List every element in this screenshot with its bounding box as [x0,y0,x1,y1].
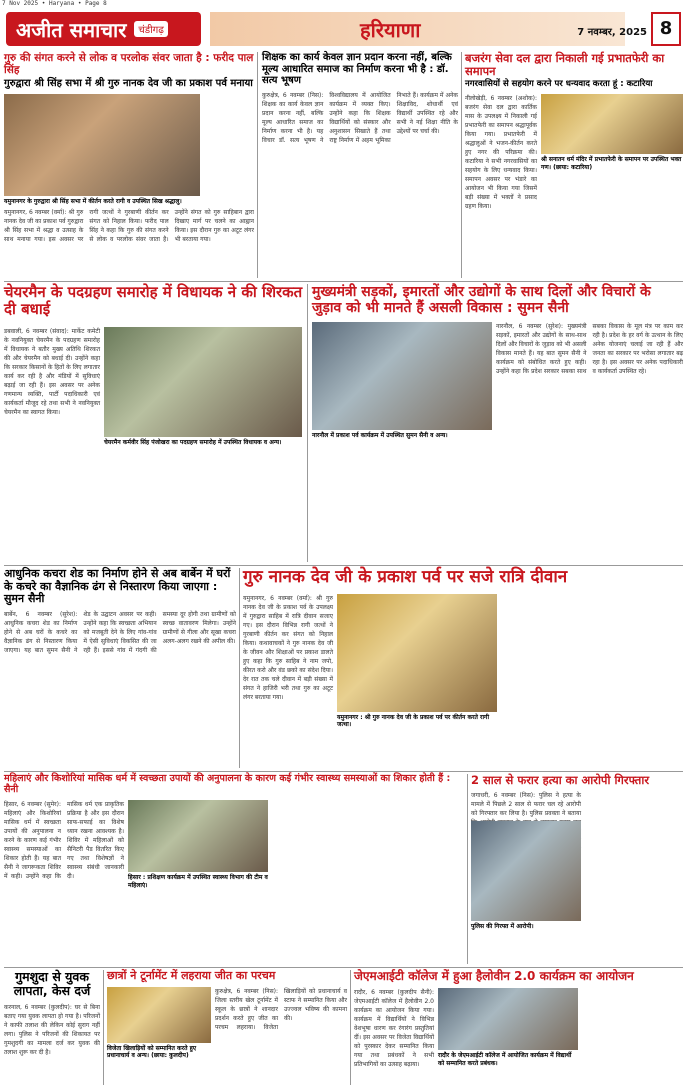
row-rule [4,771,683,772]
article-subhead: नगरवासियों से सहयोग करने पर धन्यवाद करता हूं : कटारिया [465,79,653,90]
article-body: यमुनानगर, 6 नवम्बर (वर्मा): श्री गुरु नानक देव जी का प्रकाश पर्व गुरुद्वारा श्री सिंह सभा में श्रद्धा व उत्साह के साथ मनाया गया। इस अवसर पर रागी जत्थों ने गुरबाणी कीर्तन कर संगत को निहाल किया। फरीद पाल सिंह ने कहा कि गुरु की संगत करने से लोक व परलोक संवर जाता है। उन्होंने संगत को गुरु साहिबान द्वारा दिखाए मार्ग पर चलने का आह्वान किया। इस दौरान गुरु का अटूट लंगर भी बरताया गया। [4,209,254,244]
article-body: नीलोखेड़ी, 6 नवम्बर (अशोक): बजरंग सेवा दल द्वारा कार्तिक मास के उपलक्ष्य में निकाली गई प्रभातफेरी का समापन श्रद्धापूर्वक किया गया। प्रभातफेरी में श्रद्धालुओं ने भजन-कीर्तन करते हुए नगर की परिक्रमा की। कटारिया ने सभी नगरवासियों का सहयोग के लिए धन्यवाद किया। समापन अवसर पर भंडारे का आयोजन भी किया गया जिसमें बड़ी संख्या में भक्तों ने प्रसाद ग्रहण किया। [465,95,537,211]
article-headline: जेएमआईटी कॉलेज में हुआ हैलोवीन 2.0 कार्यक्रम का आयोजन [354,969,634,983]
column-rule [461,52,462,278]
article-headline: चेयरमैन के पदग्रहण समारोह में विधायक ने की शिरकत दी बधाई [4,283,303,319]
photo-caption: यमुनानगर के गुरुद्वारा श्री सिंह सभा में कीर्तन करते रागी व उपस्थित सिख श्रद्धालु। [4,197,182,205]
article-body: डबवाली, 6 नवम्बर (संवाद): मार्केट कमेटी के नवनियुक्त चेयरमैन के पदग्रहण समारोह में विधायक ने बतौर मुख्य अतिथि शिरकत की और चेयरमैन को बधाई दी। उन्होंने कहा कि सरकार किसानों के हितों के लिए लगातार कार्य कर रही है और मंडियों में सुविधाएं बढ़ाई जा रही हैं। इस अवसर पर अनेक गणमान्य व्यक्ति, पार्टी पदाधिकारी एवं कार्यकर्ता मौजूद रहे तथा सभी ने नवनियुक्त चेयरमैन का स्वागत किया। [4,327,100,416]
article-headline: शिक्षक का कार्य केवल ज्ञान प्रदान करना नहीं, बल्कि मूल्य आधारित समाज का निर्माण करना भी है : डॉ. सत्य भूषण [262,52,452,86]
article-headline: मुख्यमंत्री सड़कों, इमारतों और उद्योगों के साथ दिलों और विचारों के जुड़ाव को भी मानते हैं असली विकास : सुमन सैनी [312,284,651,317]
column-rule [257,52,258,278]
print-meta-line: 7 Nov 2025 • Haryana • Page 8 [2,0,107,7]
article-photo [438,988,578,1050]
article-headline: छात्रों ने टूर्नामेंट में लहराया जीत का परचम [107,969,276,982]
masthead [0,10,687,50]
article-photo [541,94,683,154]
article-body-continued [501,594,681,759]
brand-city: चंडीगढ़ [134,21,168,37]
brand-name: अजीत समाचार [16,17,127,42]
article-headline: गुरु की संगत करने से लोक व परलोक संवर जाता है : फरीद पाल सिंह [4,52,254,77]
article-photo [104,327,302,437]
article-headline: गुरु नानक देव जी के प्रकाश पर्व पर सजे रात्रि दीवान [243,567,568,587]
photo-caption: पुलिस की गिरफ्त में आरोपी। [471,923,534,931]
article-garbage-shed [4,568,236,768]
article-photo [337,594,497,712]
article-photo [107,987,211,1043]
edition-date: 7 नवम्बर, 2025 [577,27,647,38]
row-rule [4,967,683,968]
page-number: 8 [651,12,681,46]
article-youth-missing [4,970,100,1085]
article-jmit-halloween [354,970,683,1085]
article-subhead: गुरुद्वारा श्री सिंह सभा में श्री गुरु नानक देव जी का प्रकाश पर्व मनाया [4,78,253,90]
article-photo [312,322,492,430]
photo-caption: यमुनानगर : श्री गुरु नानक देव जी के प्रकाश पर्व पर कीर्तन करते रागी जत्था। [337,713,489,729]
article-photo [128,800,268,872]
column-rule [467,774,468,964]
article-night-diwan [243,568,683,768]
article-photo [4,94,200,196]
article-headline: महिलाएं और किशोरियां मासिक धर्म में स्वच्छता उपायों की अनुपालना के कारण कई गंभीर स्वास्थ्य समस्याओं का शिकार होती हैं : सैनी [4,773,451,795]
article-teacher-values [262,52,458,278]
article-photo [471,821,581,921]
photo-caption: चेयरमैन कर्मवीर सिंह पंजोखरा का पदग्रहण समारोह में उपस्थित विधायक व अन्य। [104,438,282,446]
article-headline: आधुनिक कचरा शेड का निर्माण होने से अब बार्बेन में घरों के कचरे का वैज्ञानिक ढंग से निस्तारण किया जाएगा : सुमन सैनी [4,567,231,606]
article-cm-development [312,284,683,562]
photo-caption: रादौर के जेएमआईटी कॉलेज में आयोजित कार्यक्रम में विद्यार्थी को सम्मानित करते प्रबंधक। [438,1051,572,1067]
article-body: हिसार, 6 नवम्बर (सुमेर): महिलाएं और किशोरियां मासिक धर्म में स्वच्छता उपायों की अनुपालना न करने के कारण कई गंभीर स्वास्थ्य समस्याओं का शिकार होती हैं। यह बात सैनी ने जागरूकता शिविर में कही। उन्होंने कहा कि मासिक धर्म एक प्राकृतिक प्रक्रिया है और इस दौरान साफ-सफाई का विशेष ध्यान रखना आवश्यक है। शिविर में महिलाओं को सैनिटरी पैड वितरित किए गए तथा विशेषज्ञों ने स्वास्थ्य संबंधी जानकारी दी। [4,800,124,880]
photo-caption: विजेता खिलाड़ियों को सम्मानित करते हुए प्रधानाचार्य व अन्य। (छाया: कुलदीप) [107,1044,197,1060]
column-rule [307,284,308,562]
article-headline: गुमशुदा से युवक लापता, केस दर्ज [13,969,91,999]
article-tournament-victory [107,970,347,1085]
article-body: कुरुक्षेत्र, 6 नवम्बर (निस): शिक्षक का कार्य केवल ज्ञान प्रदान करना नहीं, बल्कि मूल्य आधारित समाज का निर्माण करना भी है। यह विचार डॉ. सत्य भूषण ने विश्वविद्यालय में आयोजित कार्यक्रम में व्यक्त किए। उन्होंने कहा कि शिक्षक विद्यार्थियों को संस्कार और अनुशासन सिखाते हैं तथा राष्ट्र निर्माण में अहम भूमिका निभाते हैं। कार्यक्रम में अनेक शिक्षाविद, शोधार्थी एवं विद्यार्थी उपस्थित रहे और सभी ने नई शिक्षा नीति के उद्देश्यों पर चर्चा की। [262,91,458,144]
brand-logo [6,12,201,46]
column-rule [239,568,240,768]
article-chairman-ceremony [4,284,304,562]
article-headline: बजरंग सेवा दल द्वारा निकाली गई प्रभातफेरी का समापन [465,51,665,79]
article-body-continued [272,800,462,965]
article-body: नारनौल, 6 नवम्बर (सुरेश): मुख्यमंत्री सड़कों, इमारतों और उद्योगों के साथ-साथ दिलों और विचारों के जुड़ाव को भी असली विकास मानते हैं। यह बात सुमन सैनी ने कार्यक्रम को संबोधित करते हुए कही। उन्होंने कहा कि प्रदेश सरकार सबका साथ सबका विकास के मूल मंत्र पर काम कर रही है। प्रदेश के हर वर्ग के उत्थान के लिए अनेक योजनाएं चलाई जा रही हैं और जनता का सरकार पर भरोसा लगातार बढ़ रहा है। इस अवसर पर अनेक पदाधिकारी व कार्यकर्ता उपस्थित रहे। [496,323,683,376]
article-menstrual-hygiene [4,774,464,964]
article-body: करनाल, 6 नवम्बर (कुलदीप): घर से बिना बताए गया युवक लापता हो गया है। परिजनों ने काफी तलाश की लेकिन कोई सुराग नहीं लगा। पुलिस ने परिजनों की शिकायत पर गुमशुदगी का मामला दर्ज कर युवक की तलाश शुरू कर दी है। [4,1003,100,1056]
section-band [210,12,625,46]
photo-caption: हिसार : प्रशिक्षण कार्यक्रम में उपस्थित स्वास्थ्य विभाग की टीम व महिलाएं। [128,873,268,889]
article-body: कुरुक्षेत्र, 6 नवम्बर (निस): जिला स्तरीय खेल टूर्नामेंट में स्कूल के छात्रों ने शानदार प्रदर्शन करते हुए जीत का परचम लहराया। विजेता खिलाड़ियों को प्रधानाचार्य व स्टाफ ने सम्मानित किया और उज्ज्वल भविष्य की कामना की। [215,987,347,1031]
photo-caption: श्री सनातन धर्म मंदिर में प्रभातफेरी के समापन पर उपस्थित भक्त गण। (छाया: कटारिया) [541,156,682,171]
article-murder-accused-arrested [471,774,683,964]
article-body: बार्बेन, 6 नवम्बर (सुरेश): आधुनिक कचरा शेड का निर्माण होने से अब घरों के कचरे का वैज्ञानिक ढंग से निस्तारण किया जाएगा। यह बात सुमन सैनी ने शेड के उद्घाटन अवसर पर कही। उन्होंने कहा कि स्वच्छता अभियान को मजबूती देने के लिए गांव-गांव में ऐसी सुविधाएं विकसित की जा रही हैं। इससे गांव में गंदगी की समस्या दूर होगी तथा ग्रामीणों को स्वच्छ वातावरण मिलेगा। उन्होंने ग्रामीणों से गीला और सूखा कचरा अलग-अलग रखने की अपील की। [4,610,236,654]
article-body: यमुनानगर, 6 नवम्बर (वर्मा): श्री गुरु नानक देव जी के प्रकाश पर्व के उपलक्ष्य में गुरुद्वारा साहिब में रात्रि दीवान सजाए गए। इस दौरान विभिन्न रागी जत्थों ने गुरबाणी कीर्तन कर संगत को निहाल किया। कथावाचकों ने गुरु नानक देव जी के जीवन और शिक्षाओं पर प्रकाश डालते हुए कहा कि गुरु साहिब ने नाम जपो, कीरत करो और वंड छको का संदेश दिया। देर रात तक चले दीवान में बड़ी संख्या में संगत ने हाजिरी भरी तथा गुरु का अटूट लंगर बरताया गया। [243,594,333,701]
photo-caption: नारनौल में प्रकाश पर्व कार्यक्रम में उपस्थित सुमन सैनी व अन्य। [312,432,448,440]
article-body-continued [582,988,682,1076]
article-prabhatferi [465,52,683,278]
article-headline: 2 साल से फरार हत्या का आरोपी गिरफ्तार [471,773,650,787]
section-title: हरियाणा [360,17,421,42]
article-body: रादौर, 6 नवम्बर (कुलदीप सैनी): जेएमआईटी कॉलेज में हैलोवीन 2.0 कार्यक्रम का आयोजन किया गया। कार्यक्रम में विद्यार्थियों ने विभिन्न वेशभूषा धारण कर रंगारंग प्रस्तुतियां दीं। इस अवसर पर विजेता विद्यार्थियों को पुरस्कार देकर सम्मानित किया गया तथा प्रबंधकों ने सभी प्रतिभागियों का उत्साह बढ़ाया। [354,988,434,1068]
article-body: जगाधरी, 6 नवम्बर (निस): पुलिस ने हत्या के मामले में पिछले 2 साल से फरार चल रहे आरोपी को गिरफ्तार कर लिया है। पुलिस प्रवक्ता ने बताया [471,792,581,818]
row-rule [4,565,683,566]
article-body-continued [585,791,683,951]
row-rule [4,281,683,282]
article-gurpurab-sikh-sabha [4,52,254,278]
column-rule [350,970,351,1085]
column-rule [103,970,104,1085]
